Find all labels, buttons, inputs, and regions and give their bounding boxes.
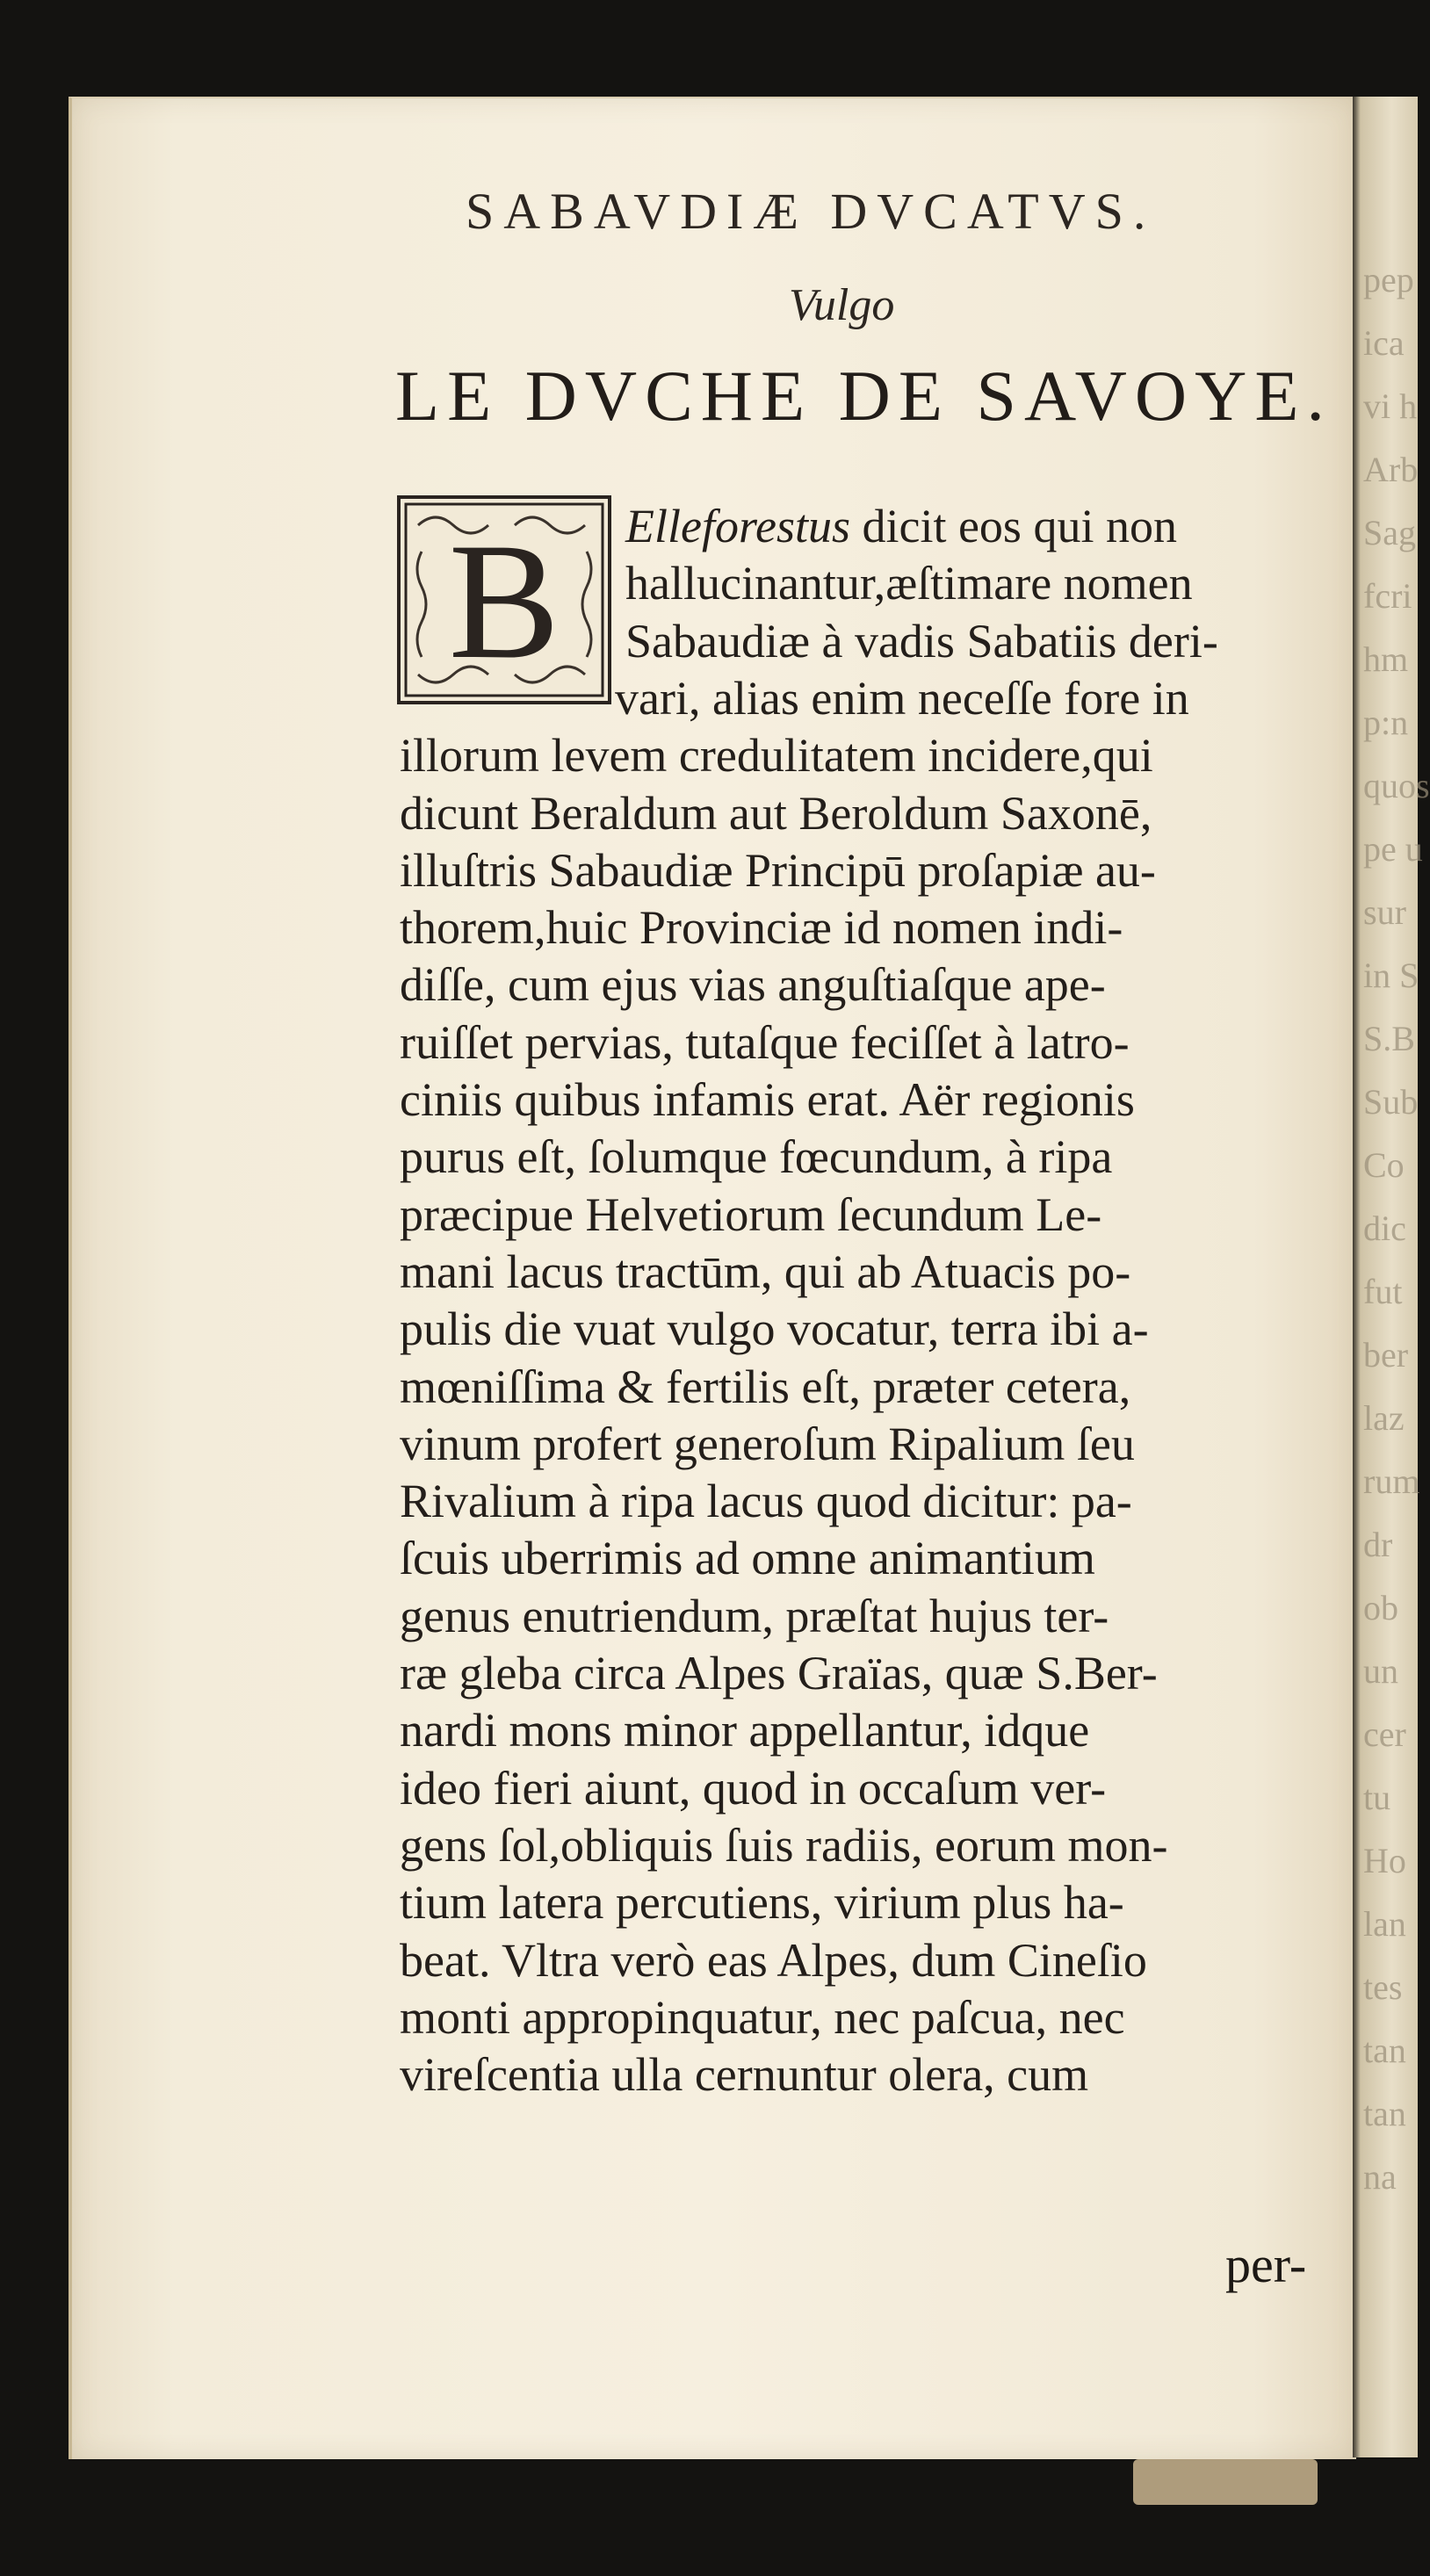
facing-page-fragment: fcri [1363,576,1412,616]
text-line: vinum profert generoſum Ripalium ſeu [400,1417,1135,1470]
facing-page-fragment: cer [1363,1714,1406,1754]
catchword: per- [1225,2236,1307,2293]
facing-page-fragment: Sag [1363,513,1416,552]
text-line: ruiſſet pervias, tutaſque feciſſet à latro- [400,1015,1130,1069]
author-name: Elleforestus [625,500,850,552]
facing-page-fragment: tan [1363,2094,1406,2133]
initial-glyph: B [448,509,560,694]
text-line: tium latera percutiens, virium plus ha- [400,1876,1124,1930]
text-line: mœniſſima & fertilis eſt, præter cetera, [400,1360,1131,1413]
text-line: ſcuis uberrimis ad omne animantium [400,1532,1095,1585]
text-line: dicunt Beraldum aut Beroldum Saxonē, [400,786,1152,840]
page-edge-strip [1133,2459,1318,2505]
text-line: Rivalium à ripa lacus quod dicitur: pa- [400,1475,1132,1528]
facing-page-fragment: S.B [1363,1019,1415,1058]
text-line: ræ gleba circa Alpes Graïas, quæ S.Ber- [400,1647,1158,1699]
text-line: monti appropinquatur, nec paſcua, nec [400,1990,1125,2044]
facing-page-fragment: pep [1363,260,1414,299]
facing-page-fragment: Co [1363,1145,1405,1185]
facing-page-fragment: rum [1363,1461,1420,1501]
facing-page-fragment: tu [1363,1778,1391,1817]
text-line: præcipue Helvetiorum ſecundum Le- [400,1187,1102,1241]
text-line: thorem,huic Provinciæ id nomen indi- [400,901,1123,955]
text-line: purus eſt, ſolumque fœcundum, à ripa [400,1130,1113,1184]
decorated-initial-letter [401,499,608,701]
facing-page-fragment: un [1363,1651,1398,1691]
facing-page-fragment: sur [1363,892,1406,932]
facing-page-fragment: dic [1363,1209,1406,1248]
text-line: illorum levem credulitatem incidere,qui [400,729,1153,783]
text-line: illuſtris Sabaudiæ Principū proſapiæ au- [400,843,1156,897]
facing-page-fragment: laz [1363,1398,1405,1438]
decorated-initial [397,495,611,704]
text-line-rest: dicit eos qui non [849,500,1177,552]
text-line: beat. Vltra verò eas Alpes, dum Cineſio [400,1933,1147,1987]
facing-page-fragment: fut [1363,1272,1403,1311]
facing-page-fragment: Arb [1363,450,1419,489]
vulgo-label: Vulgo [789,280,895,330]
facing-page-fragment: vi h [1363,386,1418,426]
text-line: nardi mons minor appellantur, idque [400,1704,1090,1757]
text-line [625,502,1177,550]
facing-page-fragment: lan [1363,1904,1406,1944]
text-line: gens ſol,obliquis ſuis radiis, eorum mon- [400,1818,1168,1872]
facing-page-fragment: tan [1363,2031,1406,2070]
running-header: SABAVDIÆ DVCATVS. [466,183,1156,240]
facing-page-fragment: ob [1363,1588,1398,1627]
facing-page-fragment: pe u [1363,829,1423,869]
facing-page-fragment: hm [1363,639,1409,679]
text-line: diſſe, cum ejus vias anguſtiaſque ape- [400,958,1106,1012]
facing-page-fragment: tes [1363,1967,1403,2007]
facing-page-fragment: dr [1363,1525,1393,1564]
facing-page-fragment: ica [1363,323,1405,363]
text-line: hallucinantur,æſtimare nomen [625,557,1193,610]
text-line: ideo fieri aiunt, quod in occaſum ver- [400,1761,1107,1815]
text-line: Sabaudiæ à vadis Sabatiis deri- [625,614,1218,667]
text-line: ciniis quibus infamis erat. Aër regionis [400,1073,1135,1126]
text-line: vireſcentia ulla cernuntur olera, cum [400,2048,1089,2102]
text-line: mani lacus tractūm, qui ab Atuacis po- [400,1245,1131,1298]
facing-page-fragment: Sub [1363,1082,1419,1122]
facing-page-fragment: ber [1363,1335,1409,1375]
text-line: genus enutriendum, præſtat hujus ter- [400,1589,1109,1642]
text-line: pulis die vuat vulgo vocatur, terra ibi a- [400,1302,1149,1356]
page-title: LE DVCHE DE SAVOYE. [395,356,1332,436]
facing-page-fragment: p:n [1363,703,1409,742]
facing-page-fragment: quos [1363,766,1430,805]
facing-page-fragment: Ho [1363,1841,1406,1880]
text-line: vari, alias enim neceſſe fore in [615,671,1189,725]
facing-page-fragment: na [1363,2157,1397,2197]
facing-page-fragment: in S [1363,956,1419,995]
